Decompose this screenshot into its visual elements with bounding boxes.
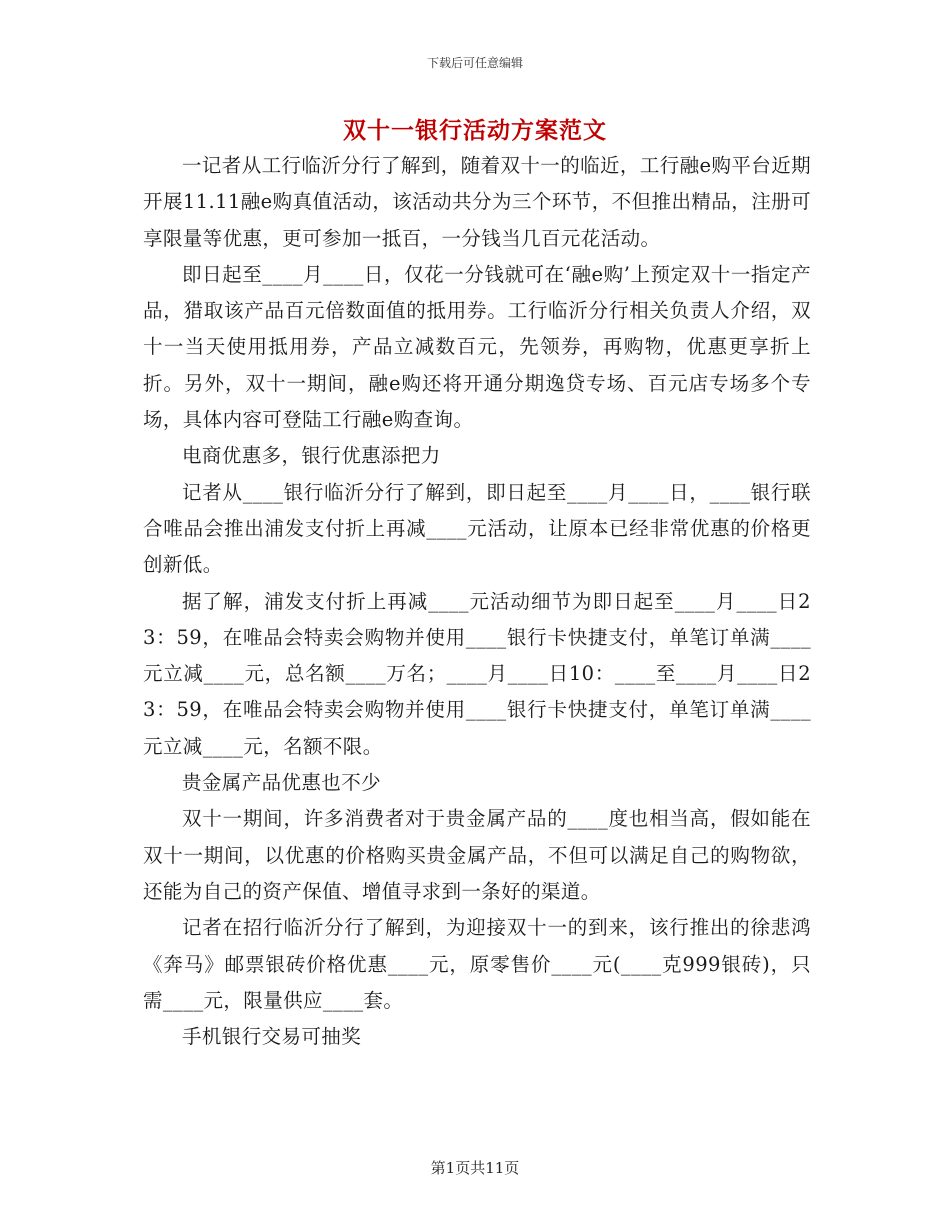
paragraph-cmb-silver: 记者在招行临沂分行了解到，为迎接双十一的到来，该行推出的徐悲鸿《奔马》邮票银砖价格优惠____元，原零售价____元(____克999银砖)，只需____元，限量供应____套。 xyxy=(143,916,811,1012)
page-number: 第1页共11页 xyxy=(430,1159,520,1177)
paragraph-presale: 即日起至____月____日，仅花一分钱就可在‘融e购’上预定双十一指定产品，猎取该产品百元倍数面值的抵用券。工行临沂分行相关负责人介绍，双十一当天使用抵用券，产品立减数百元，先领券，再购物，优惠更享折上折。另外，双十一期间，融e购还将开通分期逸贷专场、百元店专场多个专场，具体内容可登陆工行融e购查询。 xyxy=(143,262,811,432)
paragraph-precious-metals: 双十一期间，许多消费者对于贵金属产品的____度也相当高，假如能在双十一期间，以优惠的价格购买贵金属产品，不但可以满足自己的购物欲，还能为自己的资产保值、增值寻求到一条好的渠道。 xyxy=(143,807,811,903)
document-body xyxy=(143,148,811,1055)
paragraph-spdb-details: 据了解，浦发支付折上再减____元活动细节为即日起至____月____日23：59，在唯品会特卖会购物并使用____银行卡快捷支付，单笔订单满____元立减____元，总名额____万名；____月____日10：____至____月____日23：59，在唯品会特卖会购物并使用____银行卡快捷支付，单笔订单满____元立减____元，名额不限。 xyxy=(143,589,811,758)
paragraph-intro: 一记者从工行临沂分行了解到，随着双十一的临近，工行融e购平台近期开展11.11融e购真值活动，该活动共分为三个环节，不但推出精品，注册可享限量等优惠，更可参加一抵百，一分钱当几百元花活动。 xyxy=(143,154,811,250)
section-heading-mobile-banking: 手机银行交易可抽奖 xyxy=(182,1025,362,1049)
page-header-note: 下载后可任意编辑 xyxy=(426,56,523,70)
document-title: 双十一银行活动方案范文 xyxy=(343,118,607,144)
section-heading-precious-metals: 贵金属产品优惠也不少 xyxy=(182,771,382,795)
paragraph-spdb: 记者从____银行临沂分行了解到，即日起至____月____日，____银行联合唯品会推出浦发支付折上再减____元活动，让原本已经非常优惠的价格更创新低。 xyxy=(143,480,811,577)
section-heading-ecommerce: 电商优惠多，银行优惠添把力 xyxy=(182,444,441,468)
